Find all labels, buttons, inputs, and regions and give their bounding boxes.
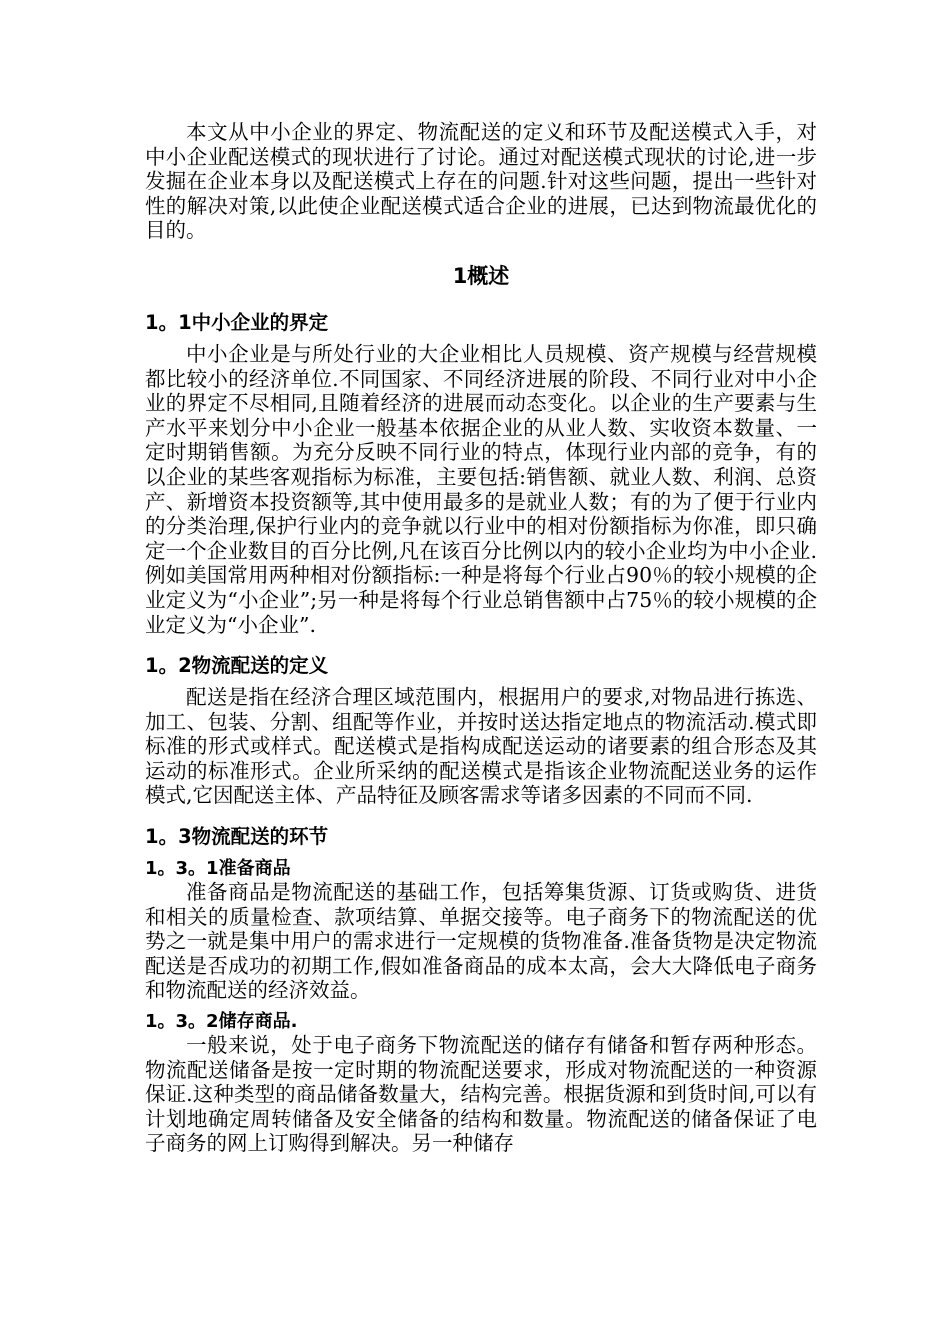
section-body-1-2: 配送是指在经济合理区域范围内，根据用户的要求,对物品进行拣选、加工、包装、分割、组配等作业，并按时送达指定地点的物流活动.模式即标准的形式或样式。配送模式是指构成配送运动的诸要素的组合形态及其运动的标准形式。企业所采纳的配送模式是指该企业物流配送业务的运作模式,它因配送主体、产品特征及顾客需求等诸多因素的不同而不同. [145, 685, 817, 808]
section-body-1-1: 中小企业是与所处行业的大企业相比人员规模、资产规模与经营规模都比较小的经济单位.不同国家、不同经济进展的阶段、不同行业对中小企业的界定不尽相同,且随着经济的进展而动态变化。以企业的生产要素与生产水平来划分中小企业一般基本依据企业的从业人数、实收资本数量、一定时期销售额。为充分反映不同行业的特点，体现行业内部的竞争，有的以企业的某些客观指标为标准，主要包括:销售额、就业人数、利润、总资产、新增资本投资额等,其中使用最多的是就业人数；有的为了便于行业内的分类治理,保护行业内的竞争就以行业中的相对份额指标为你准，即只确定一个企业数目的百分比例,凡在该百分比例以内的较小企业均为中小企业.例如美国常用两种相对份额指标:一种是将每个行业占90％的较小规模的企业定义为“小企业”;另一种是将每个行业总销售额中占75％的较小规模的企业定义为“小企业”. [145, 341, 817, 637]
subsection-heading-1-3-1: 1。3。1准备商品 [145, 858, 291, 880]
subsection-heading-1-3-2: 1。3。2储存商品. [145, 1011, 298, 1033]
subsection-body-1-3-1: 准备商品是物流配送的基础工作，包括筹集货源、订货或购货、进货和相关的质量检查、款项结算、单据交接等。电子商务下的物流配送的优势之一就是集中用户的需求进行一定规模的货物准备.准备货物是决定物流配送是否成功的初期工作,假如准备商品的成本太高，会大大降低电子商务和物流配送的经济效益。 [145, 880, 817, 1003]
document-page [145, 120, 817, 1156]
section-heading-1-2: 1。2物流配送的定义 [145, 654, 329, 678]
subsection-body-1-3-2: 一般来说，处于电子商务下物流配送的储存有储备和暂存两种形态。物流配送储备是按一定时期的物流配送要求，形成对物流配送的一种资源保证.这种类型的商品储备数量大，结构完善。根据货源和到货时间,可以有计划地确定周转储备及安全储备的结构和数量。物流配送的储备保证了电子商务的网上订购得到解决。另一种储存 [145, 1033, 817, 1156]
chapter-title: 1概述 [452, 263, 510, 288]
intro-paragraph: 本文从中小企业的界定、物流配送的定义和环节及配送模式入手，对中小企业配送模式的现状进行了讨论。通过对配送模式现状的讨论,进一步发掘在企业本身以及配送模式上存在的问题.针对这些问题，提出一些针对性的解决对策,以此使企业配送模式适合企业的进展，已达到物流最优化的目的。 [145, 120, 817, 243]
section-heading-1-1: 1。1中小企业的界定 [145, 310, 329, 334]
section-heading-1-3: 1。3物流配送的环节 [145, 825, 329, 849]
